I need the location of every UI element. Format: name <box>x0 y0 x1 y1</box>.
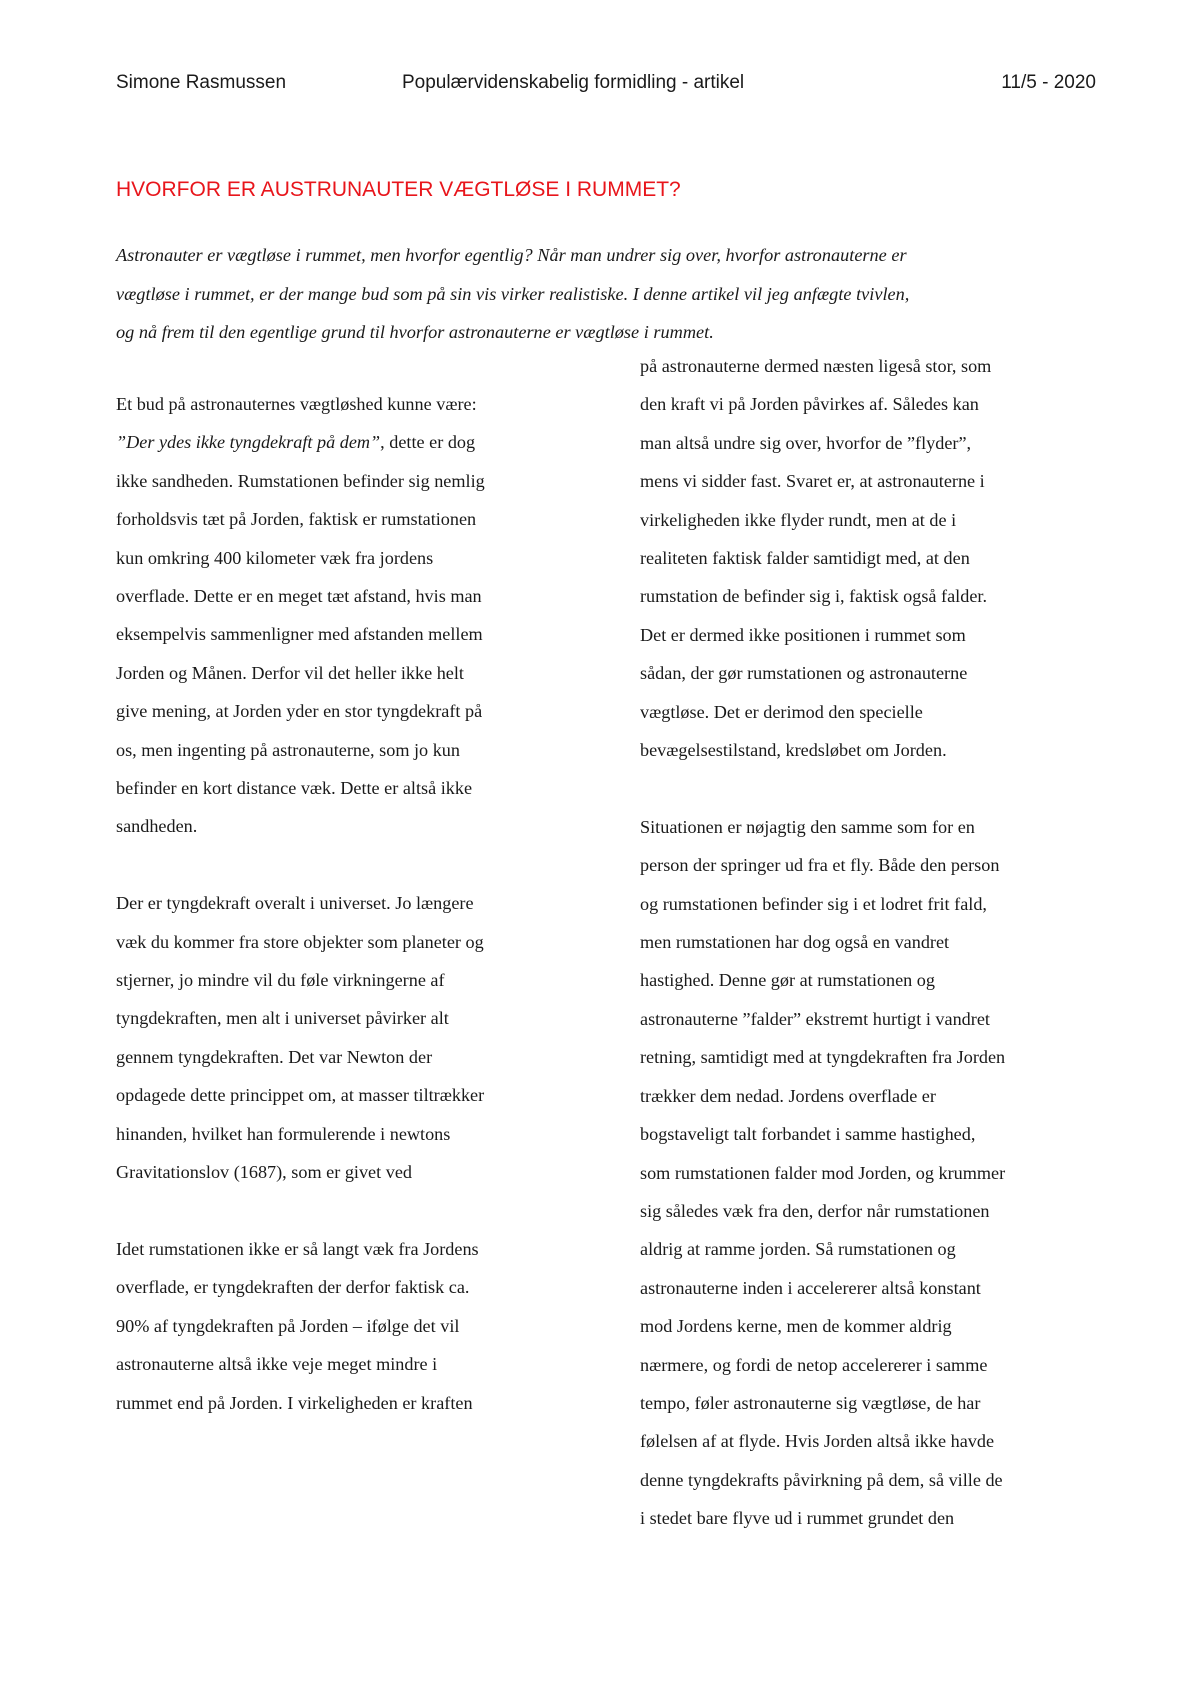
text-line: retning, samtidigt med at tyngdekraften fra Jorden <box>640 1047 1006 1068</box>
text-line: astronauterne inden i accelererer altså konstant <box>640 1277 981 1298</box>
left-column <box>116 385 586 1422</box>
text-line: overflade, er tyngdekraften der derfor faktisk ca. <box>116 1277 470 1298</box>
text-line: tyngdekraften, men alt i universet påvirker alt <box>116 1008 449 1029</box>
text-line: Situationen er nøjagtig den samme som for en <box>640 816 975 837</box>
text-line: kun omkring 400 kilometer væk fra jordens <box>116 547 434 568</box>
paragraph <box>116 385 586 846</box>
text-line: eksempelvis sammenligner med afstanden mellem <box>116 624 483 645</box>
text-line: opdagede dette princippet om, at masser tiltrækker <box>116 1085 485 1106</box>
text-line: rummet end på Jorden. I virkeligheden er kraften <box>116 1392 473 1413</box>
text-line: den kraft vi på Jorden påvirkes af. Således kan <box>640 394 979 415</box>
lead-line: Astronauter er vægtløse i rummet, men hvorfor egentlig? Når man undrer sig over, hvorfor astronauterne er <box>116 245 907 265</box>
text-line: man altså undre sig over, hvorfor de ”flyder”, <box>640 432 972 453</box>
text-line: astronauterne ”falder” ekstremt hurtigt i vandret <box>640 1008 990 1029</box>
text-line: nærmere, og fordi de netop accelererer i samme <box>640 1354 988 1375</box>
text-line: mens vi sidder fast. Svaret er, at astronauterne i <box>640 471 985 492</box>
text-line: på astronauterne dermed næsten ligeså stor, som <box>640 356 992 376</box>
text-fragment: , dette er dog <box>380 432 476 453</box>
text-line: denne tyngdekrafts påvirkning på dem, så ville de <box>640 1469 1003 1490</box>
text-line: i stedet bare flyve ud i rummet grundet den <box>640 1508 955 1529</box>
lead-paragraph <box>116 236 1096 352</box>
header-author: Simone Rasmussen <box>116 72 287 93</box>
header-date: 11/5 - 2020 <box>1001 72 1096 93</box>
text-line: vægtløse. Det er derimod den specielle <box>640 701 923 722</box>
text-line: bogstaveligt talt forbandet i samme hastighed, <box>640 1124 976 1145</box>
quote-text: ”Der ydes ikke tyngdekraft på dem” <box>116 432 381 453</box>
article-title: HVORFOR ER AUSTRUNAUTER VÆGTLØSE I RUMMET? <box>116 178 681 201</box>
text-line: 90% af tyngdekraften på Jorden – ifølge det vil <box>116 1315 460 1336</box>
paragraph <box>116 884 586 1191</box>
lead-line: vægtløse i rummet, er der mange bud som på sin vis virker realistiske. I denne artikel vil jeg anfægte tvivlen, <box>116 283 910 304</box>
text-line: væk du kommer fra store objekter som planeter og <box>116 931 484 952</box>
paragraph <box>116 1230 586 1422</box>
text-line: mod Jordens kerne, men de kommer aldrig <box>640 1316 952 1337</box>
text-line: og rumstationen befinder sig i et lodret frit fald, <box>640 893 987 914</box>
text-line: tempo, føler astronauterne sig vægtløse, de har <box>640 1392 981 1413</box>
paragraph <box>640 808 1110 1538</box>
lead-line: og nå frem til den egentlige grund til hvorfor astronauterne er vægtløse i rummet. <box>116 322 714 342</box>
text-line: astronauterne altså ikke veje meget mindre i <box>116 1354 438 1375</box>
text-line: som rumstationen falder mod Jorden, og krummer <box>640 1162 1006 1183</box>
text-line: stjerner, jo mindre vil du føle virkningerne af <box>116 970 445 991</box>
text-line: gennem tyngdekraften. Det var Newton der <box>116 1046 433 1067</box>
text-line: forholdsvis tæt på Jorden, faktisk er rumstationen <box>116 509 477 530</box>
text-line: aldrig at ramme jorden. Så rumstationen og <box>640 1239 956 1260</box>
text-line: overflade. Dette er en meget tæt afstand, hvis man <box>116 586 482 607</box>
text-line: hinanden, hvilket han formulerende i newtons <box>116 1123 451 1144</box>
text-line: Det er dermed ikke positionen i rummet som <box>640 624 966 645</box>
text-line: Der er tyngdekraft overalt i universet. Jo længere <box>116 893 474 914</box>
text-line: os, men ingenting på astronauterne, som jo kun <box>116 739 460 760</box>
text-line: Idet rumstationen ikke er så langt væk fra Jordens <box>116 1238 479 1259</box>
text-line: ikke sandheden. Rumstationen befinder sig nemlig <box>116 470 485 491</box>
text-line: sandheden. <box>116 816 198 837</box>
header-course: Populærvidenskabelig formidling - artikel <box>402 72 745 93</box>
paragraph <box>640 347 1110 769</box>
page-header <box>116 72 1096 104</box>
text-line: sådan, der gør rumstationen og astronauterne <box>640 663 968 684</box>
text-line: befinder en kort distance væk. Dette er altså ikke <box>116 778 473 799</box>
text-line: men rumstationen har dog også en vandret <box>640 932 950 953</box>
text-line: hastighed. Denne gør at rumstationen og <box>640 970 935 991</box>
text-line <box>116 423 586 461</box>
text-line: bevægelsestilstand, kredsløbet om Jorden. <box>640 740 947 761</box>
text-line: sig således væk fra den, derfor når rumstationen <box>640 1200 990 1221</box>
text-line: Et bud på astronauternes vægtløshed kunne være: <box>116 394 477 414</box>
text-line: trækker dem nedad. Jordens overflade er <box>640 1085 936 1106</box>
text-line: virkeligheden ikke flyder rundt, men at de i <box>640 509 957 530</box>
text-line: Gravitationslov (1687), som er givet ved <box>116 1162 412 1183</box>
right-column <box>640 347 1110 1538</box>
text-line: realiteten faktisk falder samtidigt med, at den <box>640 548 970 569</box>
text-line: person der springer ud fra et fly. Både den person <box>640 855 1000 876</box>
text-line: rumstation de befinder sig i, faktisk også falder. <box>640 586 987 607</box>
text-line: følelsen af at flyde. Hvis Jorden altså ikke havde <box>640 1431 995 1452</box>
text-line: Jorden og Månen. Derfor vil det heller ikke helt <box>116 662 464 683</box>
text-line: give mening, at Jorden yder en stor tyngdekraft på <box>116 701 483 722</box>
